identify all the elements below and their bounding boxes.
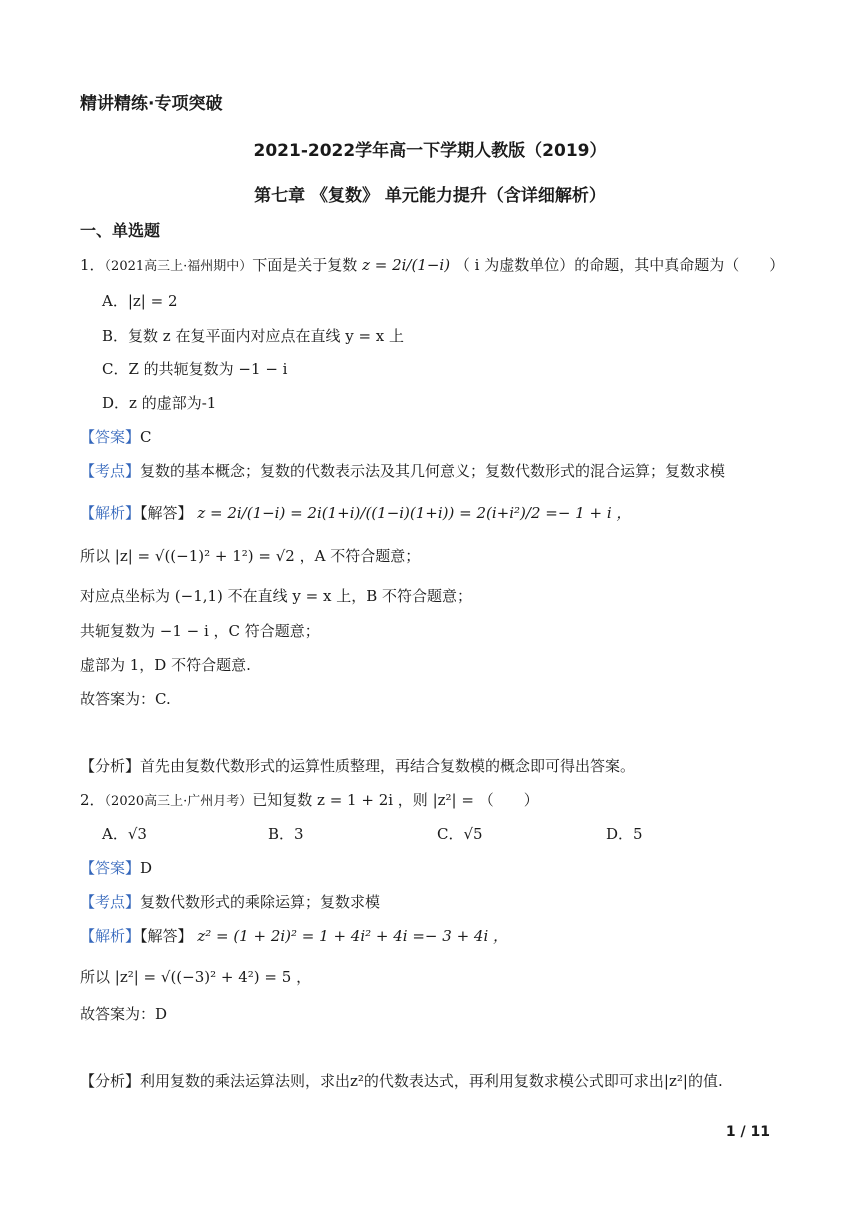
q1-explain — [80, 502, 631, 524]
q1-answer — [80, 426, 152, 448]
explain-tag: 【解析】 — [80, 927, 141, 945]
q1-line-1: 所以 |z| = √((−1)² + 1²) = √2 ，A 不符合题意； — [80, 547, 421, 565]
q1-stem-pre: 下面是关于复数 — [252, 256, 358, 274]
q2-point-text: 复数代数形式的乘除运算；复数求模 — [140, 893, 381, 911]
q2-option-a: A．√3 — [102, 825, 147, 843]
q1-option-b: B．复数 z 在复平面内对应点在直线 y = x 上 — [102, 327, 405, 345]
point-tag: 【考点】 — [80, 462, 141, 480]
q2-option-c: C．√5 — [437, 825, 483, 843]
q2-option-b: B．3 — [268, 825, 304, 843]
q2-analysis-text: 利用复数的乘法运算法则，求出z²的代数表达式，再利用复数求模公式即可求出|z²|的值. — [140, 1072, 723, 1090]
q1-number: 1． — [80, 256, 105, 274]
q1-line-3: 共轭复数为 −1 − i ，C 符合题意； — [80, 622, 320, 640]
section-heading: 一、单选题 — [80, 221, 161, 240]
q2-stem-text: 已知复数 z = 1 + 2i ，则 |z²| = （ ） — [252, 791, 539, 809]
q1-stem — [80, 254, 784, 278]
q2-option-d: D．5 — [606, 825, 643, 843]
solve-tag: 【解答】 — [140, 927, 193, 945]
doc-subtitle: 第七章 《复数》 单元能力提升（含详细解析） — [254, 186, 606, 206]
answer-tag: 【答案】 — [80, 859, 141, 877]
q1-analysis-text: 首先由复数代数形式的运算性质整理，再结合复数模的概念即可得出答案。 — [140, 757, 636, 775]
q1-point — [80, 460, 725, 482]
q2-answer-value: D — [140, 859, 153, 877]
q1-option-a: A．|z| = 2 — [102, 292, 178, 310]
q1-answer-value: C — [140, 428, 152, 446]
q2-line-1: 所以 |z²| = √((−3)² + 4²) = 5 ， — [80, 968, 312, 986]
q1-source: （2021高三上·福州期中） — [104, 259, 253, 274]
q2-answer — [80, 857, 152, 879]
point-tag: 【考点】 — [80, 893, 141, 911]
answer-tag: 【答案】 — [80, 428, 141, 446]
solve-tag: 【解答】 — [140, 504, 193, 522]
q1-point-text: 复数的基本概念；复数的代数表示法及其几何意义；复数代数形式的混合运算；复数求模 — [140, 462, 726, 480]
analysis-tag: 【分析】 — [80, 1072, 141, 1090]
q2-stem — [80, 789, 539, 813]
q1-option-c: C．Z 的共轭复数为 −1 − i — [102, 360, 288, 378]
q1-line-5: 故答案为：C. — [80, 690, 171, 708]
explain-tag: 【解析】 — [80, 504, 141, 522]
q1-option-d: D．z 的虚部为-1 — [102, 394, 217, 412]
q1-line-4: 虚部为 1，D 不符合题意. — [80, 656, 251, 674]
doc-title: 2021-2022学年高一下学期人教版（2019） — [253, 141, 607, 161]
q2-point — [80, 891, 380, 913]
q1-analysis — [80, 755, 635, 777]
q1-line-2: 对应点坐标为 (−1,1) 不在直线 y = x 上，B 不符合题意； — [80, 587, 473, 605]
analysis-tag: 【分析】 — [80, 757, 141, 775]
q2-source: （2020高三上·广州月考） — [104, 794, 253, 809]
q1-solve-expr: z = 2i/(1−i) = 2i(1+i)/((1−i)(1+i)) = 2(i+i²)/2 =− 1 + i ， — [197, 504, 632, 522]
brand-title: 精讲精练·专项突破 — [80, 94, 223, 114]
q2-solve-expr: z² = (1 + 2i)² = 1 + 4i² + 4i =− 3 + 4i ， — [197, 927, 509, 945]
page-number: 1 / 11 — [725, 1124, 770, 1140]
q2-explain — [80, 925, 508, 947]
q2-analysis — [80, 1070, 723, 1092]
q2-line-2: 故答案为：D — [80, 1005, 168, 1023]
q1-stem-mid: （ i 为虚数单位）的命题，其中真命题为（ ） — [454, 256, 785, 274]
q1-expr: z = 2i/(1−i) — [362, 256, 451, 274]
q2-number: 2． — [80, 791, 105, 809]
